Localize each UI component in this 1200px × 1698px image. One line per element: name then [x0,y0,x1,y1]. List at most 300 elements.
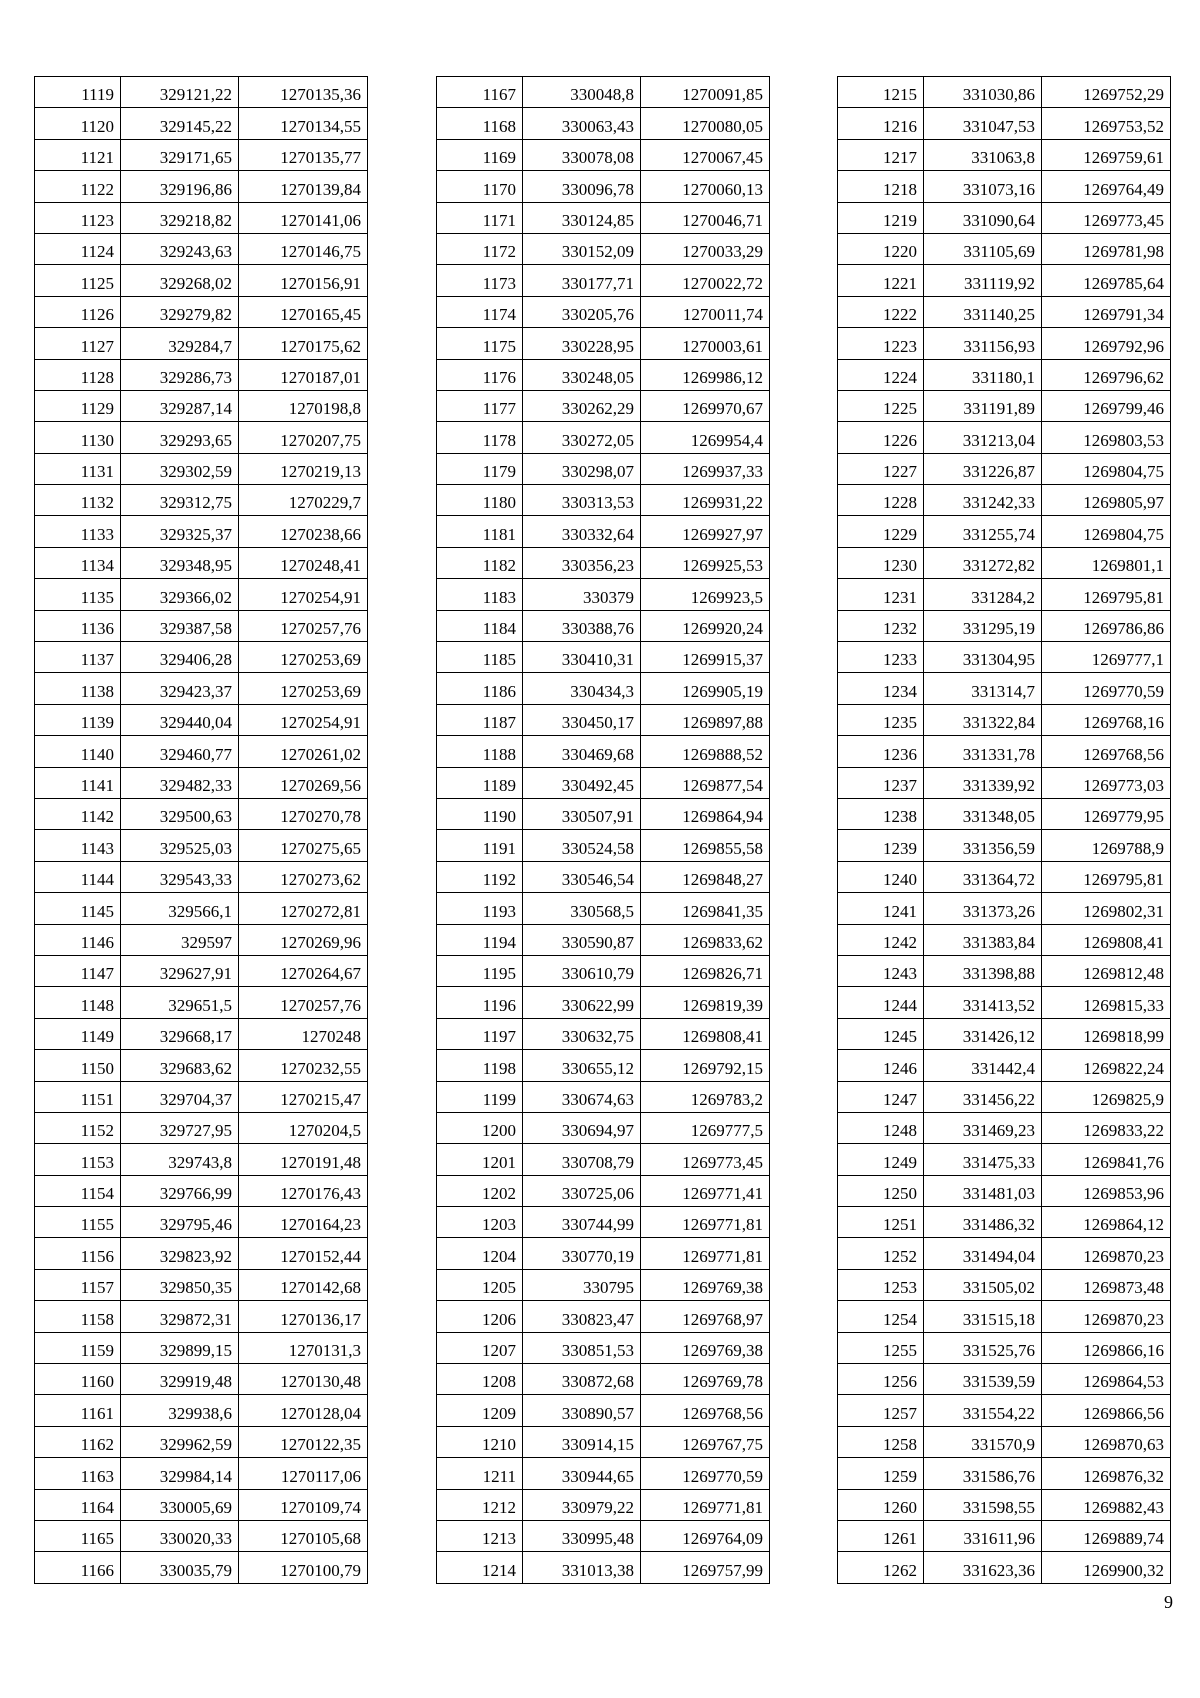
table-row [838,704,1171,735]
x-coordinate-cell: 331063,8 [924,139,1042,170]
table-row [838,579,1171,610]
table-row [35,1364,368,1395]
point-number-cell: 1201 [437,1144,523,1175]
y-coordinate-cell: 1269841,76 [1042,1144,1171,1175]
point-number-cell: 1139 [35,704,121,735]
table-row [437,1395,770,1426]
table-row [437,610,770,641]
point-number-cell: 1192 [437,861,523,892]
table-row [35,1552,368,1583]
point-number-cell: 1171 [437,202,523,233]
table-row [35,516,368,547]
table-row [35,453,368,484]
x-coordinate-cell: 330744,99 [523,1207,641,1238]
y-coordinate-cell: 1269777,1 [1042,642,1171,673]
y-coordinate-cell: 1269773,03 [1042,767,1171,798]
y-coordinate-cell: 1270270,78 [239,798,368,829]
table-row [838,1175,1171,1206]
y-coordinate-cell: 1270191,48 [239,1144,368,1175]
point-number-cell: 1207 [437,1332,523,1363]
y-coordinate-cell: 1269877,54 [641,767,770,798]
table-row [838,485,1171,516]
x-coordinate-cell: 330944,65 [523,1458,641,1489]
point-number-cell: 1256 [838,1364,924,1395]
point-number-cell: 1216 [838,108,924,139]
point-number-cell: 1209 [437,1395,523,1426]
table-row [838,1552,1171,1583]
y-coordinate-cell: 1270109,74 [239,1489,368,1520]
table-row [838,1520,1171,1551]
y-coordinate-cell: 1269864,53 [1042,1364,1171,1395]
y-coordinate-cell: 1269897,88 [641,704,770,735]
y-coordinate-cell: 1269870,63 [1042,1426,1171,1457]
y-coordinate-cell: 1269768,16 [1042,704,1171,735]
x-coordinate-cell: 331623,36 [924,1552,1042,1583]
x-coordinate-cell: 329651,5 [121,987,239,1018]
point-number-cell: 1221 [838,265,924,296]
y-coordinate-cell: 1270257,76 [239,610,368,641]
x-coordinate-cell: 330674,63 [523,1081,641,1112]
y-coordinate-cell: 1269870,23 [1042,1238,1171,1269]
x-coordinate-cell: 331494,04 [924,1238,1042,1269]
x-coordinate-cell: 331515,18 [924,1301,1042,1332]
point-number-cell: 1234 [838,673,924,704]
x-coordinate-cell: 330979,22 [523,1489,641,1520]
table-row [437,139,770,170]
y-coordinate-cell: 1269764,49 [1042,171,1171,202]
point-number-cell: 1162 [35,1426,121,1457]
table-row [437,296,770,327]
coordinates-table-3 [837,76,1171,1584]
point-number-cell: 1223 [838,328,924,359]
y-coordinate-cell: 1269833,22 [1042,1112,1171,1143]
y-coordinate-cell: 1269808,41 [641,1018,770,1049]
point-number-cell: 1249 [838,1144,924,1175]
x-coordinate-cell: 329984,14 [121,1458,239,1489]
point-number-cell: 1121 [35,139,121,170]
x-coordinate-cell: 330524,58 [523,830,641,861]
y-coordinate-cell: 1270152,44 [239,1238,368,1269]
y-coordinate-cell: 1270269,56 [239,767,368,798]
point-number-cell: 1147 [35,955,121,986]
x-coordinate-cell: 331242,33 [924,485,1042,516]
table-row [838,1395,1171,1426]
table-row [35,1018,368,1049]
table-row [838,139,1171,170]
y-coordinate-cell: 1269937,33 [641,453,770,484]
y-coordinate-cell: 1269795,81 [1042,861,1171,892]
y-coordinate-cell: 1270238,66 [239,516,368,547]
y-coordinate-cell: 1270146,75 [239,233,368,264]
x-coordinate-cell: 330272,05 [523,422,641,453]
x-coordinate-cell: 329293,65 [121,422,239,453]
point-number-cell: 1129 [35,390,121,421]
y-coordinate-cell: 1269781,98 [1042,233,1171,264]
y-coordinate-cell: 1270046,71 [641,202,770,233]
table-row [838,987,1171,1018]
x-coordinate-cell: 329348,95 [121,547,239,578]
y-coordinate-cell: 1270253,69 [239,642,368,673]
x-coordinate-cell: 330152,09 [523,233,641,264]
point-number-cell: 1153 [35,1144,121,1175]
x-coordinate-cell: 329962,59 [121,1426,239,1457]
x-coordinate-cell: 329597 [121,924,239,955]
table-row [35,736,368,767]
y-coordinate-cell: 1269768,56 [1042,736,1171,767]
table-row [437,1364,770,1395]
table-row [838,673,1171,704]
y-coordinate-cell: 1269923,5 [641,579,770,610]
table-row [35,1081,368,1112]
x-coordinate-cell: 329460,77 [121,736,239,767]
x-coordinate-cell: 330005,69 [121,1489,239,1520]
x-coordinate-cell: 331226,87 [924,453,1042,484]
x-coordinate-cell: 331469,23 [924,1112,1042,1143]
y-coordinate-cell: 1269769,38 [641,1269,770,1300]
y-coordinate-cell: 1269767,75 [641,1426,770,1457]
x-coordinate-cell: 331156,93 [924,328,1042,359]
table-row [35,767,368,798]
point-number-cell: 1193 [437,893,523,924]
table-row [838,233,1171,264]
y-coordinate-cell: 1269864,12 [1042,1207,1171,1238]
point-number-cell: 1164 [35,1489,121,1520]
table-row [35,359,368,390]
point-number-cell: 1119 [35,77,121,108]
y-coordinate-cell: 1270254,91 [239,579,368,610]
table-row [838,516,1171,547]
table-row [35,1489,368,1520]
table-row [838,861,1171,892]
point-number-cell: 1261 [838,1520,924,1551]
table-row [437,1081,770,1112]
y-coordinate-cell: 1269803,53 [1042,422,1171,453]
x-coordinate-cell: 329218,82 [121,202,239,233]
point-number-cell: 1219 [838,202,924,233]
table-row [838,202,1171,233]
x-coordinate-cell: 329543,33 [121,861,239,892]
x-coordinate-cell: 331598,55 [924,1489,1042,1520]
table-row [35,1050,368,1081]
y-coordinate-cell: 1269771,81 [641,1207,770,1238]
table-row [35,108,368,139]
point-number-cell: 1251 [838,1207,924,1238]
point-number-cell: 1262 [838,1552,924,1583]
y-coordinate-cell: 1269808,41 [1042,924,1171,955]
table-row [437,1458,770,1489]
table-row [838,736,1171,767]
table-row [437,77,770,108]
point-number-cell: 1240 [838,861,924,892]
table-row [437,1552,770,1583]
table-row [838,1144,1171,1175]
point-number-cell: 1225 [838,390,924,421]
coordinates-table-1 [34,76,368,1584]
x-coordinate-cell: 331030,86 [924,77,1042,108]
table-row [437,390,770,421]
x-coordinate-cell: 329196,86 [121,171,239,202]
table-row [437,955,770,986]
x-coordinate-cell: 331456,22 [924,1081,1042,1112]
table-row [437,1332,770,1363]
y-coordinate-cell: 1269970,67 [641,390,770,421]
y-coordinate-cell: 1269825,9 [1042,1081,1171,1112]
y-coordinate-cell: 1269779,95 [1042,798,1171,829]
table-row [35,1269,368,1300]
y-coordinate-cell: 1270215,47 [239,1081,368,1112]
point-number-cell: 1123 [35,202,121,233]
point-number-cell: 1259 [838,1458,924,1489]
point-number-cell: 1177 [437,390,523,421]
x-coordinate-cell: 329899,15 [121,1332,239,1363]
y-coordinate-cell: 1269792,96 [1042,328,1171,359]
point-number-cell: 1213 [437,1520,523,1551]
point-number-cell: 1191 [437,830,523,861]
point-number-cell: 1252 [838,1238,924,1269]
point-number-cell: 1158 [35,1301,121,1332]
point-number-cell: 1208 [437,1364,523,1395]
point-number-cell: 1239 [838,830,924,861]
point-number-cell: 1145 [35,893,121,924]
y-coordinate-cell: 1270022,72 [641,265,770,296]
y-coordinate-cell: 1270134,55 [239,108,368,139]
table-row [437,265,770,296]
table-row [35,955,368,986]
point-number-cell: 1212 [437,1489,523,1520]
y-coordinate-cell: 1269853,96 [1042,1175,1171,1206]
x-coordinate-cell: 331426,12 [924,1018,1042,1049]
y-coordinate-cell: 1269819,39 [641,987,770,1018]
y-coordinate-cell: 1269805,97 [1042,485,1171,516]
table-row [437,453,770,484]
table-row [838,798,1171,829]
y-coordinate-cell: 1269795,81 [1042,579,1171,610]
x-coordinate-cell: 330388,76 [523,610,641,641]
y-coordinate-cell: 1270253,69 [239,673,368,704]
point-number-cell: 1205 [437,1269,523,1300]
y-coordinate-cell: 1270261,02 [239,736,368,767]
table-row [35,893,368,924]
table-row [437,233,770,264]
table-row [838,1364,1171,1395]
table-row [838,108,1171,139]
table-row [35,987,368,1018]
y-coordinate-cell: 1269768,56 [641,1395,770,1426]
y-coordinate-cell: 1270135,77 [239,139,368,170]
table-row [35,265,368,296]
point-number-cell: 1168 [437,108,523,139]
y-coordinate-cell: 1270141,06 [239,202,368,233]
table-row [838,265,1171,296]
y-coordinate-cell: 1269882,43 [1042,1489,1171,1520]
y-coordinate-cell: 1269801,1 [1042,547,1171,578]
x-coordinate-cell: 330262,29 [523,390,641,421]
point-number-cell: 1196 [437,987,523,1018]
x-coordinate-cell: 330078,08 [523,139,641,170]
point-number-cell: 1198 [437,1050,523,1081]
page-number: 9 [1164,1592,1173,1612]
x-coordinate-cell: 330708,79 [523,1144,641,1175]
y-coordinate-cell: 1270254,91 [239,704,368,735]
y-coordinate-cell: 1269925,53 [641,547,770,578]
x-coordinate-cell: 330228,95 [523,328,641,359]
x-coordinate-cell: 329566,1 [121,893,239,924]
x-coordinate-cell: 330410,31 [523,642,641,673]
y-coordinate-cell: 1270269,96 [239,924,368,955]
point-number-cell: 1250 [838,1175,924,1206]
table-row [437,1269,770,1300]
x-coordinate-cell: 329366,02 [121,579,239,610]
point-number-cell: 1167 [437,77,523,108]
x-coordinate-cell: 329919,48 [121,1364,239,1395]
y-coordinate-cell: 1270229,7 [239,485,368,516]
y-coordinate-cell: 1269792,15 [641,1050,770,1081]
point-number-cell: 1151 [35,1081,121,1112]
x-coordinate-cell: 331339,92 [924,767,1042,798]
point-number-cell: 1200 [437,1112,523,1143]
table-row [437,359,770,390]
table-row [838,359,1171,390]
y-coordinate-cell: 1269796,62 [1042,359,1171,390]
point-number-cell: 1150 [35,1050,121,1081]
x-coordinate-cell: 331539,59 [924,1364,1042,1395]
y-coordinate-cell: 1269770,59 [1042,673,1171,704]
point-number-cell: 1247 [838,1081,924,1112]
x-coordinate-cell: 330356,23 [523,547,641,578]
y-coordinate-cell: 1269771,81 [641,1238,770,1269]
table-row [838,1238,1171,1269]
y-coordinate-cell: 1269888,52 [641,736,770,767]
x-coordinate-cell: 329243,63 [121,233,239,264]
x-coordinate-cell: 330694,97 [523,1112,641,1143]
y-coordinate-cell: 1269870,23 [1042,1301,1171,1332]
y-coordinate-cell: 1270091,85 [641,77,770,108]
table-row [838,1301,1171,1332]
table-row [35,610,368,641]
point-number-cell: 1184 [437,610,523,641]
point-number-cell: 1125 [35,265,121,296]
point-number-cell: 1173 [437,265,523,296]
point-number-cell: 1188 [437,736,523,767]
y-coordinate-cell: 1269791,34 [1042,296,1171,327]
x-coordinate-cell: 329440,04 [121,704,239,735]
point-number-cell: 1195 [437,955,523,986]
point-number-cell: 1174 [437,296,523,327]
table-row [35,1426,368,1457]
point-number-cell: 1135 [35,579,121,610]
x-coordinate-cell: 329302,59 [121,453,239,484]
x-coordinate-cell: 329482,33 [121,767,239,798]
y-coordinate-cell: 1269864,94 [641,798,770,829]
point-number-cell: 1245 [838,1018,924,1049]
y-coordinate-cell: 1270257,76 [239,987,368,1018]
table-row [35,798,368,829]
y-coordinate-cell: 1269769,38 [641,1332,770,1363]
x-coordinate-cell: 330205,76 [523,296,641,327]
point-number-cell: 1214 [437,1552,523,1583]
y-coordinate-cell: 1269752,29 [1042,77,1171,108]
table-row [838,422,1171,453]
table-row [437,422,770,453]
y-coordinate-cell: 1269770,59 [641,1458,770,1489]
point-number-cell: 1224 [838,359,924,390]
x-coordinate-cell: 330546,54 [523,861,641,892]
point-number-cell: 1127 [35,328,121,359]
table-row [437,579,770,610]
point-number-cell: 1182 [437,547,523,578]
point-number-cell: 1230 [838,547,924,578]
table-row [437,1301,770,1332]
table-row [35,390,368,421]
x-coordinate-cell: 331105,69 [924,233,1042,264]
point-number-cell: 1186 [437,673,523,704]
table-row [838,1112,1171,1143]
table-row [838,547,1171,578]
y-coordinate-cell: 1269815,33 [1042,987,1171,1018]
point-number-cell: 1206 [437,1301,523,1332]
y-coordinate-cell: 1270272,81 [239,893,368,924]
y-coordinate-cell: 1270273,62 [239,861,368,892]
x-coordinate-cell: 330434,3 [523,673,641,704]
table-row [437,328,770,359]
x-coordinate-cell: 330248,05 [523,359,641,390]
table-row [838,1458,1171,1489]
x-coordinate-cell: 330610,79 [523,955,641,986]
table-row [35,1301,368,1332]
y-coordinate-cell: 1269769,78 [641,1364,770,1395]
point-number-cell: 1155 [35,1207,121,1238]
point-number-cell: 1181 [437,516,523,547]
y-coordinate-cell: 1269920,24 [641,610,770,641]
x-coordinate-cell: 329500,63 [121,798,239,829]
table-row [437,1144,770,1175]
point-number-cell: 1143 [35,830,121,861]
y-coordinate-cell: 1270080,05 [641,108,770,139]
x-coordinate-cell: 330622,99 [523,987,641,1018]
x-coordinate-cell: 331013,38 [523,1552,641,1583]
x-coordinate-cell: 330568,5 [523,893,641,924]
table-row [838,1207,1171,1238]
table-row [838,1426,1171,1457]
x-coordinate-cell: 330020,33 [121,1520,239,1551]
y-coordinate-cell: 1269764,09 [641,1520,770,1551]
point-number-cell: 1149 [35,1018,121,1049]
y-coordinate-cell: 1270139,84 [239,171,368,202]
table-row [838,453,1171,484]
x-coordinate-cell: 330048,8 [523,77,641,108]
x-coordinate-cell: 330379 [523,579,641,610]
table-row [437,924,770,955]
x-coordinate-cell: 330770,19 [523,1238,641,1269]
x-coordinate-cell: 330469,68 [523,736,641,767]
table-row [35,77,368,108]
point-number-cell: 1254 [838,1301,924,1332]
point-number-cell: 1133 [35,516,121,547]
point-number-cell: 1156 [35,1238,121,1269]
y-coordinate-cell: 1269889,74 [1042,1520,1171,1551]
y-coordinate-cell: 1270248,41 [239,547,368,578]
coordinates-table-2 [436,76,770,1584]
point-number-cell: 1241 [838,893,924,924]
x-coordinate-cell: 331525,76 [924,1332,1042,1363]
x-coordinate-cell: 331255,74 [924,516,1042,547]
y-coordinate-cell: 1270219,13 [239,453,368,484]
y-coordinate-cell: 1269773,45 [641,1144,770,1175]
point-number-cell: 1232 [838,610,924,641]
point-number-cell: 1236 [838,736,924,767]
point-number-cell: 1218 [838,171,924,202]
table-row [838,1489,1171,1520]
